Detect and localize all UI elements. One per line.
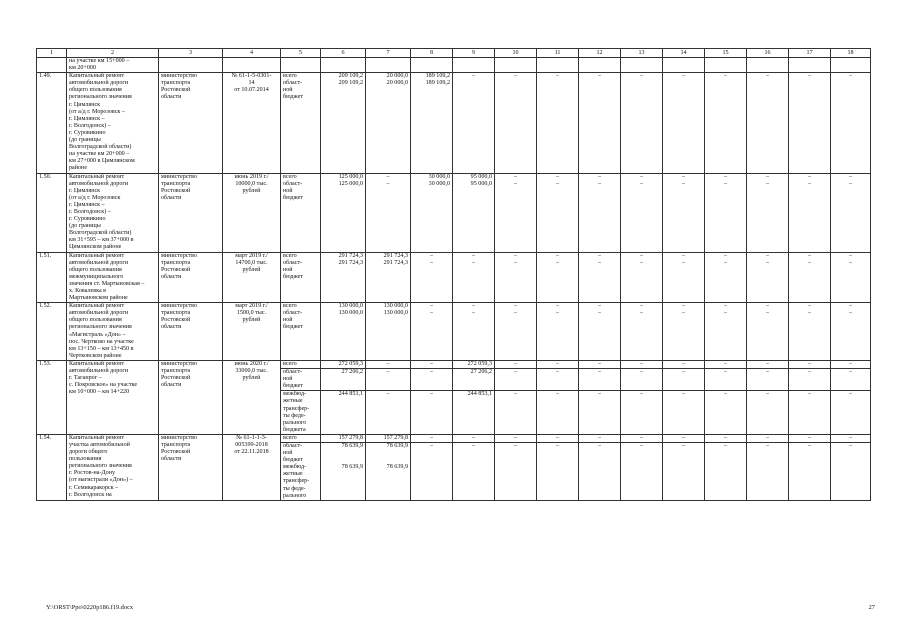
budget-table — [36, 48, 871, 501]
dash-cell: – — [705, 391, 747, 435]
dash-cell: – — [705, 434, 747, 442]
amount-year-3: 27 206,2 — [453, 369, 495, 391]
document-ref: июнь 2019 г./ 10000,0 тыс. рублей — [223, 173, 281, 252]
funding-source: межбюд- жетные трансфер- ты феде- рального бюджета — [281, 391, 321, 435]
col-header: 9 — [453, 49, 495, 58]
col-header: 14 — [663, 49, 705, 58]
amount-total: 125 000,0 125 000,0 — [321, 173, 366, 252]
dash-cell: – – — [537, 173, 579, 252]
dash-cell: – – — [579, 252, 621, 303]
dash-cell: – — [621, 442, 663, 500]
document-ref: июнь 2020 г./ 33000,0 тыс. рублей — [223, 360, 281, 434]
continuation-row — [37, 58, 871, 73]
amount-year-2: – — [411, 360, 453, 368]
dash-cell: – — [579, 73, 621, 173]
dash-cell: – — [747, 434, 789, 442]
object-name: Капитальный ремонт автомобильной дороги общего пользования регионального значения «Магистраль «Дон» – пос. Чертково на участке км 13+150 – км 13+450 в Чертковском районе — [67, 303, 159, 361]
dash-cell: – — [495, 391, 537, 435]
dash-cell: – — [537, 369, 579, 391]
amount-total: 244 853,1 — [321, 391, 366, 435]
document-ref: № 61-1-5-0301- 14 от 10.07.2014 — [223, 73, 281, 173]
dash-cell: – – — [747, 173, 789, 252]
amount-year-1: 157 279,8 — [366, 434, 411, 442]
dash-cell: – — [789, 360, 831, 368]
col-header: 18 — [831, 49, 871, 58]
funding-source: всего — [281, 360, 321, 368]
dash-cell: – – — [621, 173, 663, 252]
row-number: 1.50. — [37, 173, 67, 252]
amount-year-2: – — [411, 391, 453, 435]
dash-cell: – — [747, 73, 789, 173]
dash-cell: – – — [495, 303, 537, 361]
dash-cell: – – — [579, 303, 621, 361]
customer-org: министерство транспорта Ростовской области — [159, 173, 223, 252]
dash-cell: – — [747, 369, 789, 391]
dash-cell: – — [495, 369, 537, 391]
dash-cell: – — [537, 434, 579, 442]
dash-cell: – — [537, 442, 579, 500]
col-header: 2 — [67, 49, 159, 58]
row-number: 1.54. — [37, 434, 67, 500]
dash-cell: – – — [579, 173, 621, 252]
col-header: 17 — [789, 49, 831, 58]
dash-cell: – — [495, 442, 537, 500]
dash-cell: – — [831, 442, 871, 500]
amount-year-1: – — [366, 391, 411, 435]
amount-year-2: – — [411, 369, 453, 391]
object-name: Капитальный ремонт автомобильной дороги общего пользования межмуниципального значения ст. Мартыновская – х. Ковалевка в Мартыновском районе — [67, 252, 159, 303]
dash-cell: – — [495, 360, 537, 368]
col-header: 12 — [579, 49, 621, 58]
dash-cell: – – — [621, 252, 663, 303]
page-number: 27 — [868, 604, 875, 611]
amount-year-1: 78 639,9 78 639,9 — [366, 442, 411, 500]
amount-year-3: 244 853,1 — [453, 391, 495, 435]
dash-cell: – – — [831, 252, 871, 303]
dash-cell: – – — [663, 252, 705, 303]
amount-year-1: 291 724,3 291 724,3 — [366, 252, 411, 303]
funding-source: всего — [281, 434, 321, 442]
dash-cell: – — [831, 360, 871, 368]
dash-cell: – — [579, 434, 621, 442]
table-row — [37, 173, 871, 252]
dash-cell: – — [831, 73, 871, 173]
dash-cell: – — [705, 73, 747, 173]
amount-year-3: – — [453, 434, 495, 442]
dash-cell: – — [789, 73, 831, 173]
amount-year-2: – – — [411, 252, 453, 303]
dash-cell: – — [579, 360, 621, 368]
funding-source: всего област- ной бюджет — [281, 173, 321, 252]
col-header: 7 — [366, 49, 411, 58]
dash-cell: – – — [537, 252, 579, 303]
amount-year-3: 272 059,3 — [453, 360, 495, 368]
dash-cell: – — [537, 73, 579, 173]
amount-year-2: 189 109,2 189 109,2 — [411, 73, 453, 173]
col-header: 6 — [321, 49, 366, 58]
dash-cell: – – — [789, 252, 831, 303]
funding-source: всего област- ной бюджет — [281, 252, 321, 303]
dash-cell: – – — [705, 173, 747, 252]
dash-cell: – — [747, 391, 789, 435]
document-ref: март 2019 г./ 14700,0 тыс. рублей — [223, 252, 281, 303]
customer-org: министерство транспорта Ростовской области — [159, 73, 223, 173]
dash-cell: – — [663, 73, 705, 173]
col-header: 1 — [37, 49, 67, 58]
dash-cell: – — [705, 369, 747, 391]
object-name: Капитальный ремонт автомобильной дороги г. Таганрог – с. Покровское» на участке км 10+000 – км 14+220 — [67, 360, 159, 434]
object-name: Капитальный ремонт автомобильной дороги г. Цимлянск (от а/д г. Морозовск г. Цимлянск – г. Волгодонск) – г. Суровикино (до границы Волгоградской области) км 31+595 – км 37+000 в Цимлянском районе — [67, 173, 159, 252]
funding-source: всего област- ной бюджет — [281, 303, 321, 361]
dash-cell: – — [579, 369, 621, 391]
amount-total: 272 059,3 — [321, 360, 366, 368]
col-header: 11 — [537, 49, 579, 58]
amount-year-1: – — [366, 360, 411, 368]
amount-total: 78 639,9 78 639,9 — [321, 442, 366, 500]
dash-cell: – — [789, 442, 831, 500]
dash-cell: – — [495, 434, 537, 442]
dash-cell: – — [831, 434, 871, 442]
table-row — [37, 73, 871, 173]
dash-cell: – — [579, 391, 621, 435]
dash-cell: – — [579, 442, 621, 500]
col-header: 5 — [281, 49, 321, 58]
table-row — [37, 360, 871, 368]
document-ref: № 61-1-1-3- 005399-2018 от 22.11.2018 — [223, 434, 281, 500]
amount-total: 130 000,0 130 000,0 — [321, 303, 366, 361]
customer-org: министерство транспорта Ростовской области — [159, 434, 223, 500]
dash-cell: – — [789, 434, 831, 442]
dash-cell: – – — [663, 173, 705, 252]
customer-org: министерство транспорта Ростовской области — [159, 252, 223, 303]
customer-org: министерство транспорта Ростовской области — [159, 303, 223, 361]
amount-total: 209 109,2 209 109,2 — [321, 73, 366, 173]
amount-year-2: – — [411, 442, 453, 500]
dash-cell: – – — [663, 303, 705, 361]
table-row — [37, 434, 871, 442]
amount-year-3: – — [453, 73, 495, 173]
col-header: 10 — [495, 49, 537, 58]
dash-cell: – — [831, 391, 871, 435]
dash-cell: – — [663, 391, 705, 435]
dash-cell: – – — [789, 173, 831, 252]
dash-cell: – – — [705, 303, 747, 361]
object-name: на участке км 15+000 – км 20+000 — [67, 58, 159, 73]
dash-cell: – — [831, 369, 871, 391]
col-header: 15 — [705, 49, 747, 58]
funding-source: област- ной бюджет — [281, 369, 321, 391]
col-header: 8 — [411, 49, 453, 58]
dash-cell: – – — [747, 303, 789, 361]
amount-year-3: 95 000,0 95 000,0 — [453, 173, 495, 252]
dash-cell: – — [789, 391, 831, 435]
amount-year-1: 20 000,0 20 000,0 — [366, 73, 411, 173]
dash-cell: – – — [789, 303, 831, 361]
amount-year-1: – – — [366, 173, 411, 252]
amount-year-1: – — [366, 369, 411, 391]
table-row — [37, 303, 871, 361]
dash-cell: – — [621, 73, 663, 173]
amount-total: 157 279,8 — [321, 434, 366, 442]
amount-year-3: – — [453, 442, 495, 500]
col-header: 4 — [223, 49, 281, 58]
dash-cell: – — [747, 360, 789, 368]
dash-cell: – – — [537, 303, 579, 361]
object-name: Капитальный ремонт участка автомобильной дороги общего пользования регионального значения г. Ростов-на-Дону (от магистрали «Дон») – г. Семикаракорск – г. Волгодонск на — [67, 434, 159, 500]
dash-cell: – — [663, 360, 705, 368]
amount-total: 291 724,3 291 724,3 — [321, 252, 366, 303]
dash-cell: – — [621, 434, 663, 442]
col-header: 3 — [159, 49, 223, 58]
row-number: 1.51. — [37, 252, 67, 303]
amount-year-2: – – — [411, 303, 453, 361]
dash-cell: – — [663, 434, 705, 442]
dash-cell: – – — [495, 173, 537, 252]
amount-year-1: 130 000,0 130 000,0 — [366, 303, 411, 361]
amount-year-2: 30 000,0 30 000,0 — [411, 173, 453, 252]
dash-cell: – — [537, 391, 579, 435]
dash-cell: – — [663, 442, 705, 500]
dash-cell: – – — [831, 303, 871, 361]
amount-year-3: – – — [453, 303, 495, 361]
row-number: 1.52. — [37, 303, 67, 361]
dash-cell: – – — [495, 252, 537, 303]
dash-cell: – — [621, 360, 663, 368]
customer-org: министерство транспорта Ростовской области — [159, 360, 223, 434]
dash-cell: – — [621, 369, 663, 391]
dash-cell: – — [705, 442, 747, 500]
document-ref: март 2019 г./ 1500,0 тыс. рублей — [223, 303, 281, 361]
dash-cell: – — [747, 442, 789, 500]
amount-year-2: – — [411, 434, 453, 442]
col-header: 13 — [621, 49, 663, 58]
amount-total: 27 206,2 — [321, 369, 366, 391]
amount-year-3: – – — [453, 252, 495, 303]
dash-cell: – – — [747, 252, 789, 303]
dash-cell: – — [621, 391, 663, 435]
row-number: 1.53. — [37, 360, 67, 434]
header-row — [37, 49, 871, 58]
funding-source: всего област- ной бюджет — [281, 73, 321, 173]
dash-cell: – — [789, 369, 831, 391]
footer-file-path: Y:\ORST\Ppo\0220p186.f19.docx — [46, 604, 134, 611]
dash-cell: – — [705, 360, 747, 368]
funding-source: област- ной бюджет межбюд- жетные трансфер- ты феде- рального — [281, 442, 321, 500]
dash-cell: – – — [705, 252, 747, 303]
row-number: 1.49. — [37, 73, 67, 173]
dash-cell: – – — [831, 173, 871, 252]
dash-cell: – — [537, 360, 579, 368]
dash-cell: – — [663, 369, 705, 391]
dash-cell: – — [495, 73, 537, 173]
dash-cell: – – — [621, 303, 663, 361]
object-name: Капитальный ремонт автомобильной дороги общего пользования регионального значения г. Цимлянск (от а/д г. Морозовск – г. Цимлянск – г. Волгодонск) – г. Суровикино (до границы Волгоградской области) на участке км 20+000 – км 27+000 в Цимлянском районе — [67, 73, 159, 173]
col-header: 16 — [747, 49, 789, 58]
table-row — [37, 252, 871, 303]
